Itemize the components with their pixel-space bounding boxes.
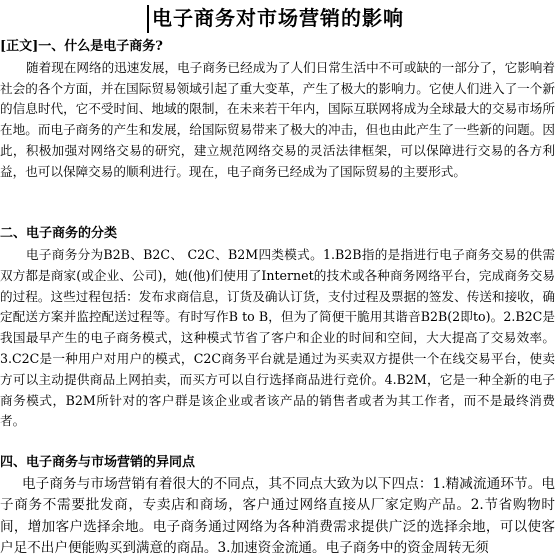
- section-paragraph-what-is-ecommerce: 随着现在网络的迅速发展，电子商务已经成为了人们日常生活中不可或缺的一部分了，它影响着社会的各个方面，并在国际贸易领域引起了重大变革，产生了极大的影响力。它使人们进入了一个新的信息时代，它不受时间、地域的限制，在未来若干年内，国际互联网将成为全球最大的交易市场所在地。而电子商务的产生和发展，给国际贸易带来了极大的冲击，但也由此产生了一些新的问题。因此，积极加强对网络交易的研究，建立规范网络交易的灵活法律框架，可以保障进行交易的各方利益，也可以保障交易的顺利进行。现在，电子商务已经成为了国际贸易的主要形式。: [0, 59, 555, 179]
- title-bar: [0, 2, 555, 34]
- article-body: [0, 37, 555, 560]
- section-paragraph-differences: 电子商务与市场营销有着很大的不同点，其不同点大致为以下四点：1.精减流通环节。电子商务不需要批发商，专卖店和商场，客户通过网络直接从厂家定购产品。2.节省购物时间，增加客户选择余地。电子商务通过网络为各种消费需求提供广泛的选择余地，可以使客户足不出户便能购买到满意的商品。3.加速资金流通。电子商务中的资金周转无须: [0, 475, 555, 557]
- section-heading-classification: 二、电子商务的分类: [0, 226, 118, 242]
- page-title: 电子商务对市场营销的影响: [152, 6, 404, 30]
- title-divider: [147, 5, 149, 33]
- section-heading-what-is-ecommerce: [正文]一、什么是电子商务?: [0, 39, 163, 54]
- section-paragraph-classification: 电子商务分为B2B、B2C、 C2C、B2M四类模式。1.B2B指的是指进行电子商务交易的供需双方都是商家(或企业、公司)，她(他)们使用了Internet的技术或各种商务网络平台，完成商务交易的过程。这些过程包括：发布求商信息，订货及确认订货，支付过程及票据的签发、传送和接收，确定配送方案并监控配送过程等。有时写作B to B，但为了简便干脆用其谐音B2B(2即to)。2.B2C是我国最早产生的电子商务模式，这种模式节省了客户和企业的时间和空间，大大提高了交易效率。3.C2C是一种用户对用户的模式，C2C商务平台就是通过为买卖双方提供一个在线交易平台，使卖方可以主动提供商品上网拍卖，而买方可以自行选择商品进行竞价。4.B2M，它是一种全新的电子商务模式，B2M所针对的客户群是该企业或者该产品的销售者或者为其工作者，而不是最终消费者。: [0, 246, 555, 429]
- section-heading-differences: 四、电子商务与市场营销的异同点: [0, 454, 196, 470]
